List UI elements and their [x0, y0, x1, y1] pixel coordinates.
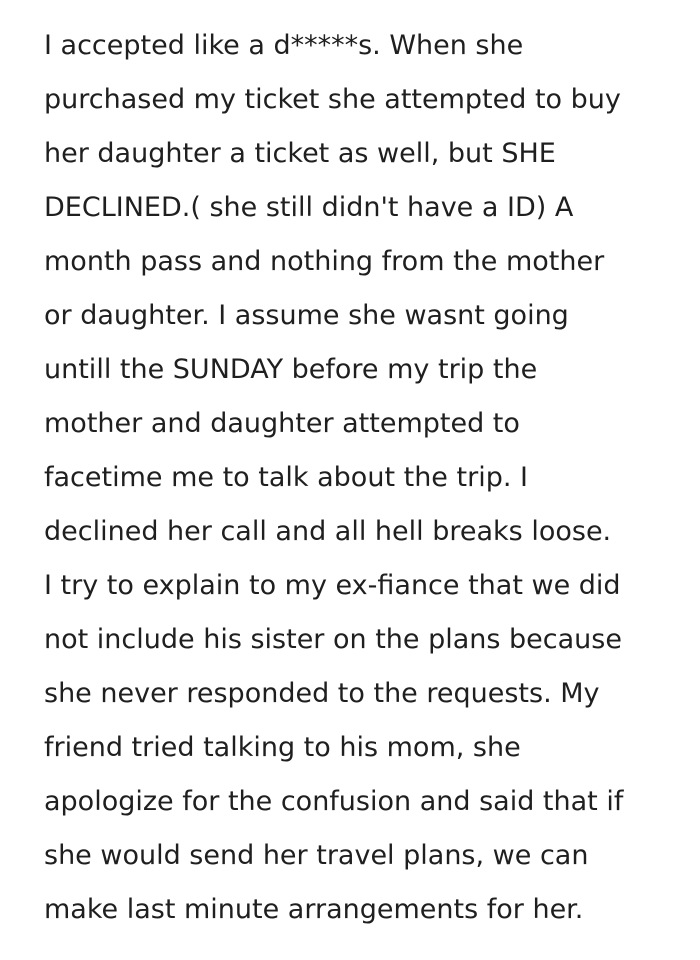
story-text-block	[44, 19, 694, 937]
text-line: purchased my ticket she attempted to buy	[44, 84, 621, 115]
text-line: I accepted like a d*****s. When she	[44, 30, 524, 61]
text-line: friend tried talking to his mom, she	[44, 732, 521, 763]
text-line: not include his sister on the plans because	[44, 624, 622, 655]
text-line: I try to explain to my ex-fiance that we did	[44, 570, 621, 601]
text-line: declined her call and all hell breaks loose.	[44, 516, 612, 547]
text-line: DECLINED.( she still didn't have a ID) A	[44, 192, 574, 223]
text-line: make last minute arrangements for her.	[44, 894, 584, 925]
text-line: she would send her travel plans, we can	[44, 840, 589, 871]
text-line: or daughter. I assume she wasnt going	[44, 300, 569, 331]
text-line: month pass and nothing from the mother	[44, 246, 605, 277]
text-line: apologize for the confusion and said that if	[44, 786, 624, 817]
text-line: untill the SUNDAY before my trip the	[44, 354, 538, 385]
text-line: facetime me to talk about the trip. I	[44, 462, 528, 493]
text-line: her daughter a ticket as well, but SHE	[44, 138, 556, 169]
text-line: mother and daughter attempted to	[44, 408, 520, 439]
text-line: she never responded to the requests. My	[44, 678, 600, 709]
